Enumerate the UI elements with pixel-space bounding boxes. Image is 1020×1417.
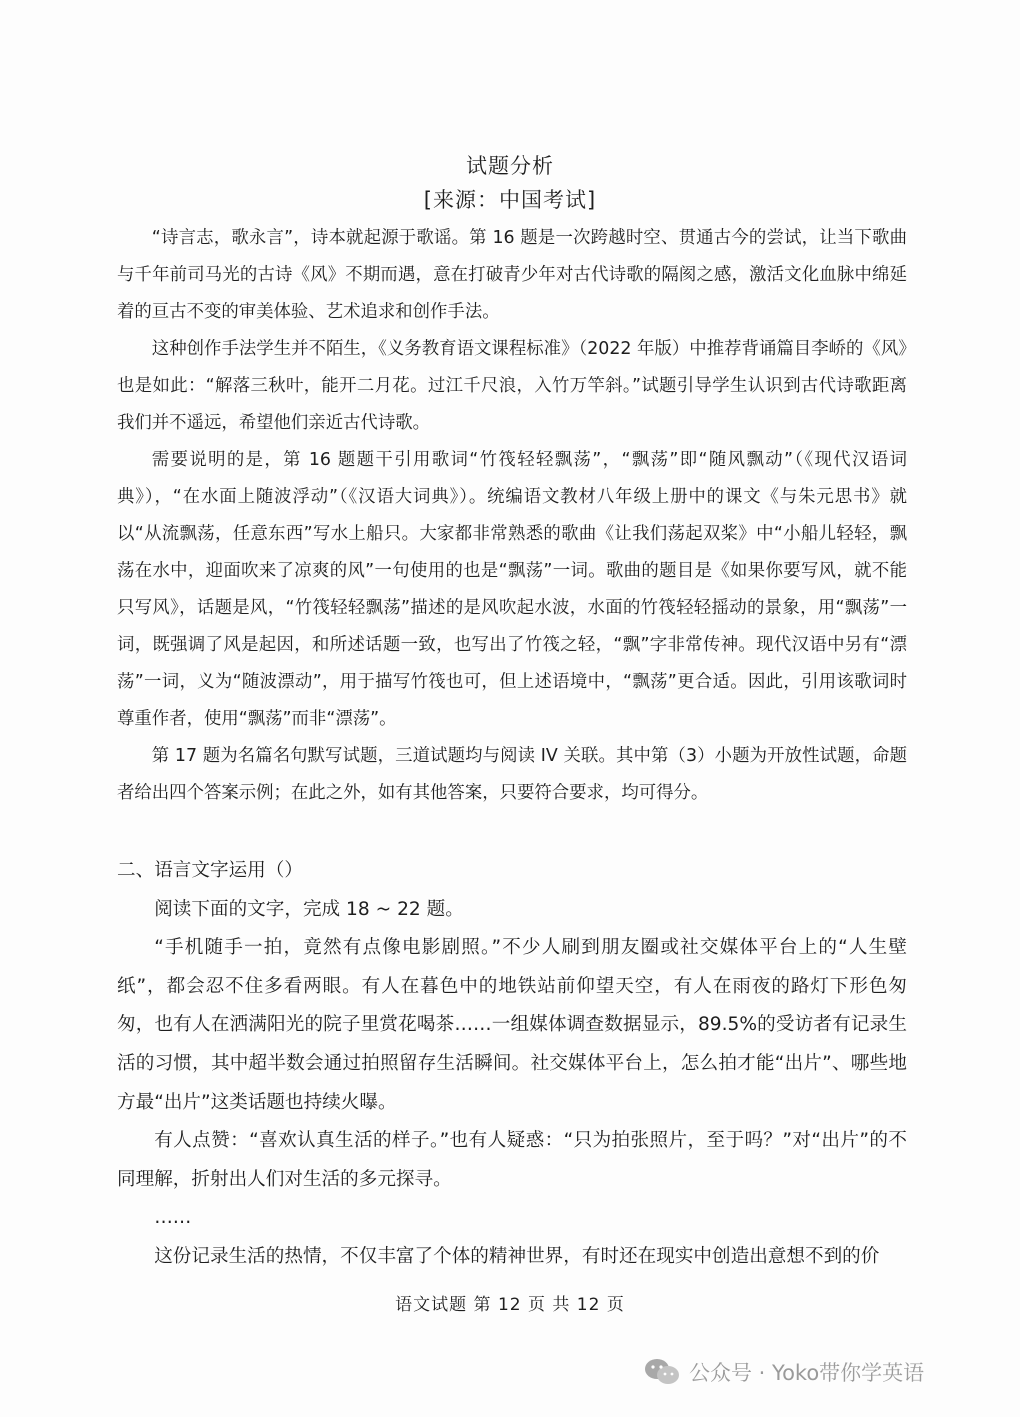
- analysis-paragraph: “诗言志，歌永言”，诗本就起源于歌谣。第 16 题是一次跨越时空、贯通古今的尝试，让当下歌曲与千年前司马光的古诗《风》不期而遇，意在打破青少年对古代诗歌的隔阂之感，激活文化血脉中绵延着的亘古不变的审美体验、艺术追求和创作手法。: [117, 228, 907, 322]
- reading-paragraph: 有人点赞：“喜欢认真生活的样子。”也有人疑惑：“只为拍张照片，至于吗？”对“出片”的不同理解，折射出人们对生活的多元探寻。: [117, 1130, 907, 1190]
- analysis-paragraph: 这种创作手法学生并不陌生，《义务教育语文课程标准》（2022 年版）中推荐背诵篇目李峤的《风》也是如此：“解落三秋叶，能开二月花。过江千尺浪，入竹万竿斜。”试题引导学生认识到古代诗歌距离我们并不遥远，希望他们亲近古代诗歌。: [117, 339, 907, 433]
- analysis-section: [117, 220, 907, 812]
- wechat-icon: [643, 1357, 681, 1387]
- watermark-text: 公众号 · Yoko带你学英语: [689, 1361, 925, 1385]
- page-footer: 语文试题 第 12 页 共 12 页: [395, 1295, 625, 1315]
- language-usage-section: [117, 852, 907, 1277]
- watermark: [643, 1352, 924, 1392]
- reading-paragraph: “手机随手一拍，竟然有点像电影剧照。”不少人刷到朋友圈或社交媒体平台上的“人生壁纸”，都会忍不住多看两眼。有人在暮色中的地铁站前仰望天空，有人在雨夜的路灯下形色匆匆，也有人在洒满阳光的院子里赏花喝茶……一组媒体调查数据显示，89.5%的受访者有记录生活的习惯，其中超半数会通过拍照留存生活瞬间。社交媒体平台上，怎么拍才能“出片”、哪些地方最“出片”这类话题也持续火曝。: [117, 937, 907, 1113]
- page-title: 试题分析: [466, 154, 554, 178]
- section-heading: 二、语言文字运用（）: [117, 860, 303, 881]
- source-note: [来源：中国考试]: [423, 188, 597, 212]
- reading-paragraph: 阅读下面的文字，完成 18 ~ 22 题。: [154, 898, 464, 920]
- analysis-paragraph: 需要说明的是，第 16 题题干引用歌词“竹筏轻轻飘荡”，“飘荡”即“随风飘动”（《现代汉语词典》），“在水面上随波浮动”（《汉语大词典》）。统编语文教材八年级上册中的课文《与朱元思书》就以“从流飘荡，任意东西”写水上船只。大家都非常熟悉的歌曲《让我们荡起双桨》中“小船儿轻轻，飘荡在水中，迎面吹来了凉爽的风”一句使用的也是“飘荡”一词。歌曲的题目是《如果你要写风，就不能只写风》，话题是风，“竹筏轻轻飘荡”描述的是风吹起水波，水面的竹筏轻轻摇动的景象，用“飘荡”一词，既强调了风是起因，和所述话题一致，也写出了竹筏之轻，“飘”字非常传神。现代汉语中另有“漂荡”一词，义为“随波漂动”，用于描写竹筏也可，但上述语境中，“飘荡”更合适。因此，引用该歌词时尊重作者，使用“飘荡”而非“漂荡”。: [117, 450, 907, 729]
- reading-paragraph: ……: [154, 1207, 192, 1229]
- analysis-paragraph: 第 17 题为名篇名句默写试题，三道试题均与阅读 IV 关联。其中第（3）小题为开放性试题，命题者给出四个答案示例；在此之外，如有其他答案，只要符合要求，均可得分。: [117, 746, 907, 803]
- reading-paragraph: 这份记录生活的热情，不仅丰富了个体的精神世界，有时还在现实中创造出意想不到的价: [154, 1245, 880, 1267]
